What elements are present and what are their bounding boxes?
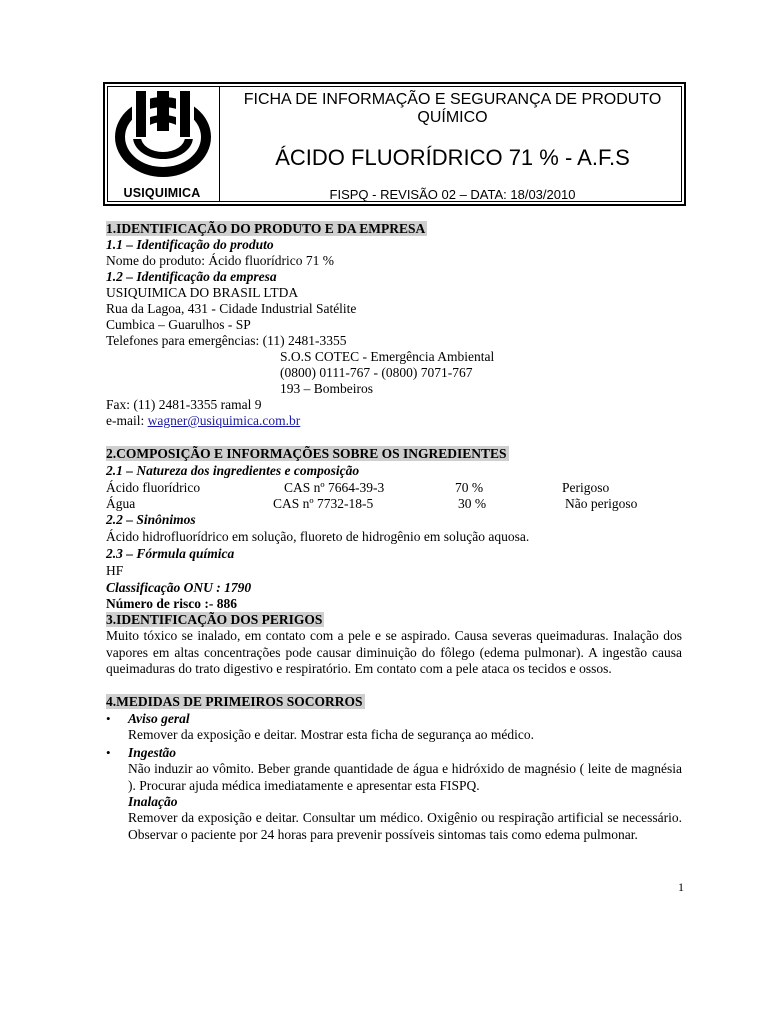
sos-cotec: S.O.S COTEC - Emergência Ambiental bbox=[280, 349, 495, 364]
ingredient-name: Ácido fluorídrico bbox=[106, 480, 201, 495]
ingredient-name: Água bbox=[106, 496, 136, 511]
company-name: USIQUIMICA DO BRASIL LTDA bbox=[106, 285, 299, 300]
section-4-title: 4.MEDIDAS DE PRIMEIROS SOCORROS bbox=[106, 694, 363, 709]
product-title: ÁCIDO FLUORÍDRICO 71 % - A.F.S bbox=[275, 145, 630, 170]
section-3-heading bbox=[106, 612, 324, 628]
email-label: e-mail: bbox=[106, 413, 148, 428]
aviso-geral-text: Remover da exposição e deitar. Mostrar esta ficha de segurança ao médico. bbox=[128, 727, 534, 742]
subsection-2-2: 2.2 – Sinônimos bbox=[106, 512, 196, 527]
subsection-2-1: 2.1 – Natureza dos ingredientes e composição bbox=[106, 463, 360, 478]
section-2-heading bbox=[106, 446, 509, 462]
section-4-heading bbox=[106, 694, 365, 710]
section-1-title: 1.IDENTIFICAÇÃO DO PRODUTO E DA EMPRESA bbox=[106, 221, 426, 236]
section-2-title: 2.COMPOSIÇÃO E INFORMAÇÕES SOBRE OS INGREDIENTES bbox=[106, 446, 507, 461]
logo-text: USIQUIMICA bbox=[123, 186, 201, 200]
inalacao-text: Remover da exposição e deitar. Consultar um médico. Oxigênio ou respiração artificial se necessário. Observar o paciente por 24 horas para prevenir possíveis sintomas tais como edema pulmonar. bbox=[128, 810, 682, 842]
subsection-1-2: 1.2 – Identificação da empresa bbox=[106, 269, 277, 284]
section-1-heading bbox=[106, 221, 427, 237]
inalacao-title: Inalação bbox=[128, 794, 178, 809]
page-number: 1 bbox=[678, 880, 684, 894]
phone-0800: (0800) 0111-767 - (0800) 7071-767 bbox=[280, 365, 473, 380]
risk-number: Número de risco :- 886 bbox=[106, 596, 237, 611]
address-line-2: Cumbica – Guarulhos - SP bbox=[106, 317, 251, 332]
chemical-formula: HF bbox=[106, 563, 124, 578]
ingredient-hazard: Perigoso bbox=[562, 480, 610, 495]
subsection-1-1: 1.1 – Identificação do produto bbox=[106, 237, 274, 252]
company-logo bbox=[108, 87, 218, 201]
emergency-phones: Telefones para emergências: (11) 2481-3355 bbox=[106, 333, 347, 348]
address-line-1: Rua da Lagoa, 431 - Cidade Industrial Satélite bbox=[106, 301, 357, 316]
bullet-icon: • bbox=[106, 711, 111, 726]
email-line bbox=[106, 413, 300, 429]
product-name: Nome do produto: Ácido fluorídrico 71 % bbox=[106, 253, 334, 268]
ingredient-cas: CAS nº 7664-39-3 bbox=[284, 480, 385, 495]
bullet-icon: • bbox=[106, 745, 111, 760]
email-link[interactable]: wagner@usiquimica.com.br bbox=[147, 413, 301, 428]
ingestao-text: Não induzir ao vômito. Beber grande quantidade de água e hidróxido de magnésio ( leite de magnésia ). Procurar ajuda médica imediatamente e apresentar esta FISPQ. bbox=[128, 761, 682, 793]
ingredient-percent: 30 % bbox=[458, 496, 487, 511]
ingredient-hazard: Não perigoso bbox=[565, 496, 638, 511]
ingredient-percent: 70 % bbox=[455, 480, 484, 495]
section-3-title: 3.IDENTIFICAÇÃO DOS PERIGOS bbox=[106, 612, 323, 627]
subsection-2-3: 2.3 – Fórmula química bbox=[106, 546, 235, 561]
fax: Fax: (11) 2481-3355 ramal 9 bbox=[106, 397, 262, 412]
un-classification: Classificação ONU : 1790 bbox=[106, 580, 252, 595]
header-box bbox=[103, 82, 686, 206]
hazard-description: Muito tóxico se inalado, em contato com a pele e se aspirado. Causa severas queimaduras. Inalação dos vapores em altas concentrações pode causar diminuição do fôlego (edema pulmonar). A ingestão causa queimaduras do trato digestivo e respiratório. Em contato com a pele ataca os tecidos e ossos. bbox=[106, 628, 682, 676]
ingredient-cas: CAS nº 7732-18-5 bbox=[273, 496, 374, 511]
revision-info: FISPQ - REVISÃO 02 – DATA: 18/03/2010 bbox=[329, 187, 576, 202]
document-title: FICHA DE INFORMAÇÃO E SEGURANÇA DE PRODUTO QUÍMICO bbox=[243, 91, 662, 126]
bombeiros: 193 – Bombeiros bbox=[280, 381, 373, 396]
ingestao-title: Ingestão bbox=[128, 745, 177, 760]
ingredient-row bbox=[106, 480, 200, 496]
synonyms: Ácido hidrofluorídrico em solução, fluoreto de hidrogênio em solução aquosa. bbox=[106, 529, 530, 544]
aviso-geral-title: Aviso geral bbox=[128, 711, 190, 726]
